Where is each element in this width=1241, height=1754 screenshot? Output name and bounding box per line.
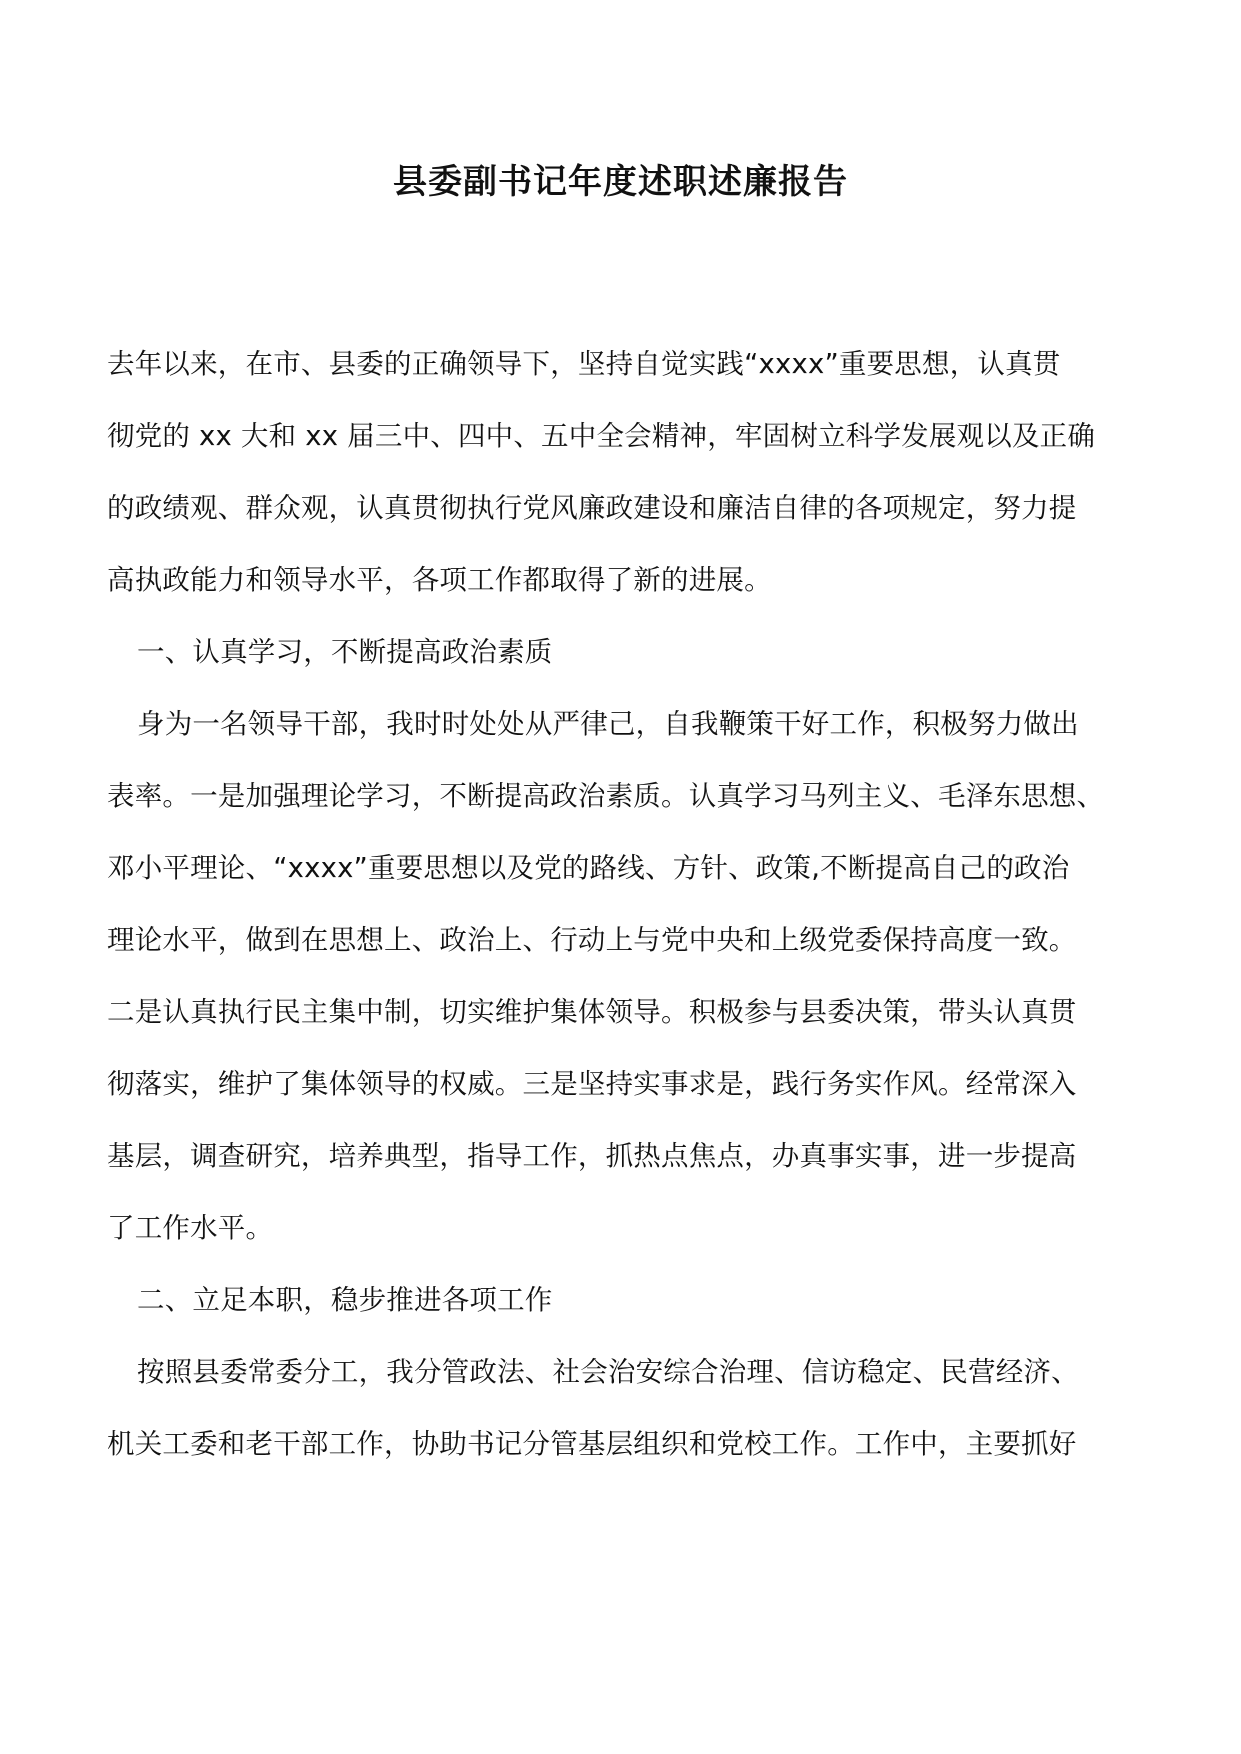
paragraph-line: 彻落实，维护了集体领导的权威。三是坚持实事求是，践行务实作风。经常深入	[107, 1068, 1077, 1100]
paragraph-line: 按照县委常委分工，我分管政法、社会治安综合治理、信访稳定、民营经济、	[137, 1356, 1079, 1388]
paragraph-line: 二是认真执行民主集中制，切实维护集体领导。积极参与县委决策，带头认真贯	[107, 996, 1077, 1028]
paragraph-line: 的政绩观、群众观，认真贯彻执行党风廉政建设和廉洁自律的各项规定，努力提	[107, 492, 1077, 524]
paragraph-line: 邓小平理论、“xxxx”重要思想以及党的路线、方针、政策,不断提高自己的政治	[107, 852, 1070, 884]
section-heading: 二、立足本职，稳步推进各项工作	[137, 1284, 553, 1316]
section-heading: 一、认真学习，不断提高政治素质	[137, 636, 553, 668]
paragraph-line: 理论水平，做到在思想上、政治上、行动上与党中央和上级党委保持高度一致。	[107, 924, 1077, 956]
paragraph-line: 去年以来，在市、县委的正确领导下，坚持自觉实践“xxxx”重要思想，认真贯	[107, 348, 1061, 380]
document-title: 县委副书记年度述职述廉报告	[393, 162, 848, 202]
paragraph-line: 表率。一是加强理论学习，不断提高政治素质。认真学习马列主义、毛泽东思想、	[107, 780, 1105, 812]
paragraph-line: 高执政能力和领导水平，各项工作都取得了新的进展。	[107, 564, 772, 596]
paragraph-line: 了工作水平。	[107, 1212, 274, 1244]
paragraph-line: 机关工委和老干部工作，协助书记分管基层组织和党校工作。工作中，主要抓好	[107, 1428, 1077, 1460]
paragraph-line: 彻党的 xx 大和 xx 届三中、四中、五中全会精神，牢固树立科学发展观以及正确	[107, 420, 1096, 452]
paragraph-line: 基层，调查研究，培养典型，指导工作，抓热点焦点，办真事实事，进一步提高	[107, 1140, 1077, 1172]
paragraph-line: 身为一名领导干部，我时时处处从严律己，自我鞭策干好工作，积极努力做出	[137, 708, 1079, 740]
